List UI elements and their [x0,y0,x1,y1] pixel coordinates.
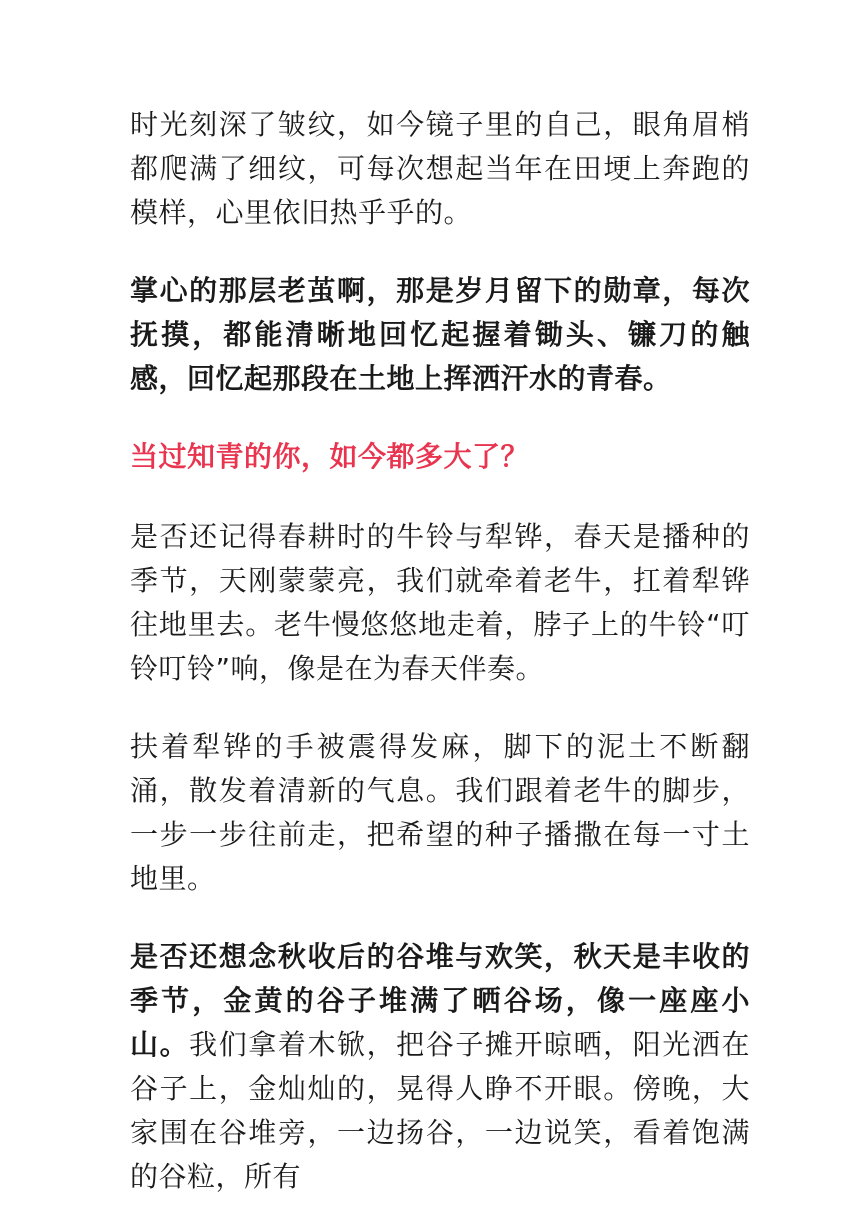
paragraph-autumn-harvest-text: 我们拿着木锨，把谷子摊开晾晒，阳光洒在谷子上，金灿灿的，晃得人睁不开眼。傍晚，大家围在谷堆旁，一边扬谷，一边说笑，看着饱满的谷粒，所有 [130,1028,750,1193]
paragraph-autumn-harvest [130,935,750,1199]
paragraph-wrinkles: 时光刻深了皱纹，如今镜子里的自己，眼角眉梢都爬满了细纹，可每次想起当年在田埂上奔跑的模样，心里依旧热乎乎的。 [130,108,750,229]
paragraph-calluses: 掌心的那层老茧啊，那是岁月留下的勋章，每次抚摸，都能清晰地回忆起握着锄头、镰刀的触感，回忆起那段在土地上挥洒汗水的青春。 [130,274,750,395]
paragraph-plough-hands: 扶着犁铧的手被震得发麻，脚下的泥土不断翻涌，散发着清新的气息。我们跟着老牛的脚步，一步一步往前走，把希望的种子播撒在每一寸土地里。 [130,730,750,895]
section-heading-question: 当过知青的你，如今都多大了？ [130,440,530,473]
article-body [130,103,750,1231]
paragraph-autumn-harvest-bold: 是否还想念秋收后的谷堆与欢笑，秋天是丰收的季节，金黄的谷子堆满了晒谷场，像一座座小山。 [130,940,750,1061]
paragraph-spring-plowing: 是否还记得春耕时的牛铃与犁铧，春天是播种的季节，天刚蒙蒙亮，我们就牵着老牛，扛着犁铧往地里去。老牛慢悠悠地走着，脖子上的牛铃“叮铃叮铃”响，像是在为春天伴奏。 [130,520,750,685]
